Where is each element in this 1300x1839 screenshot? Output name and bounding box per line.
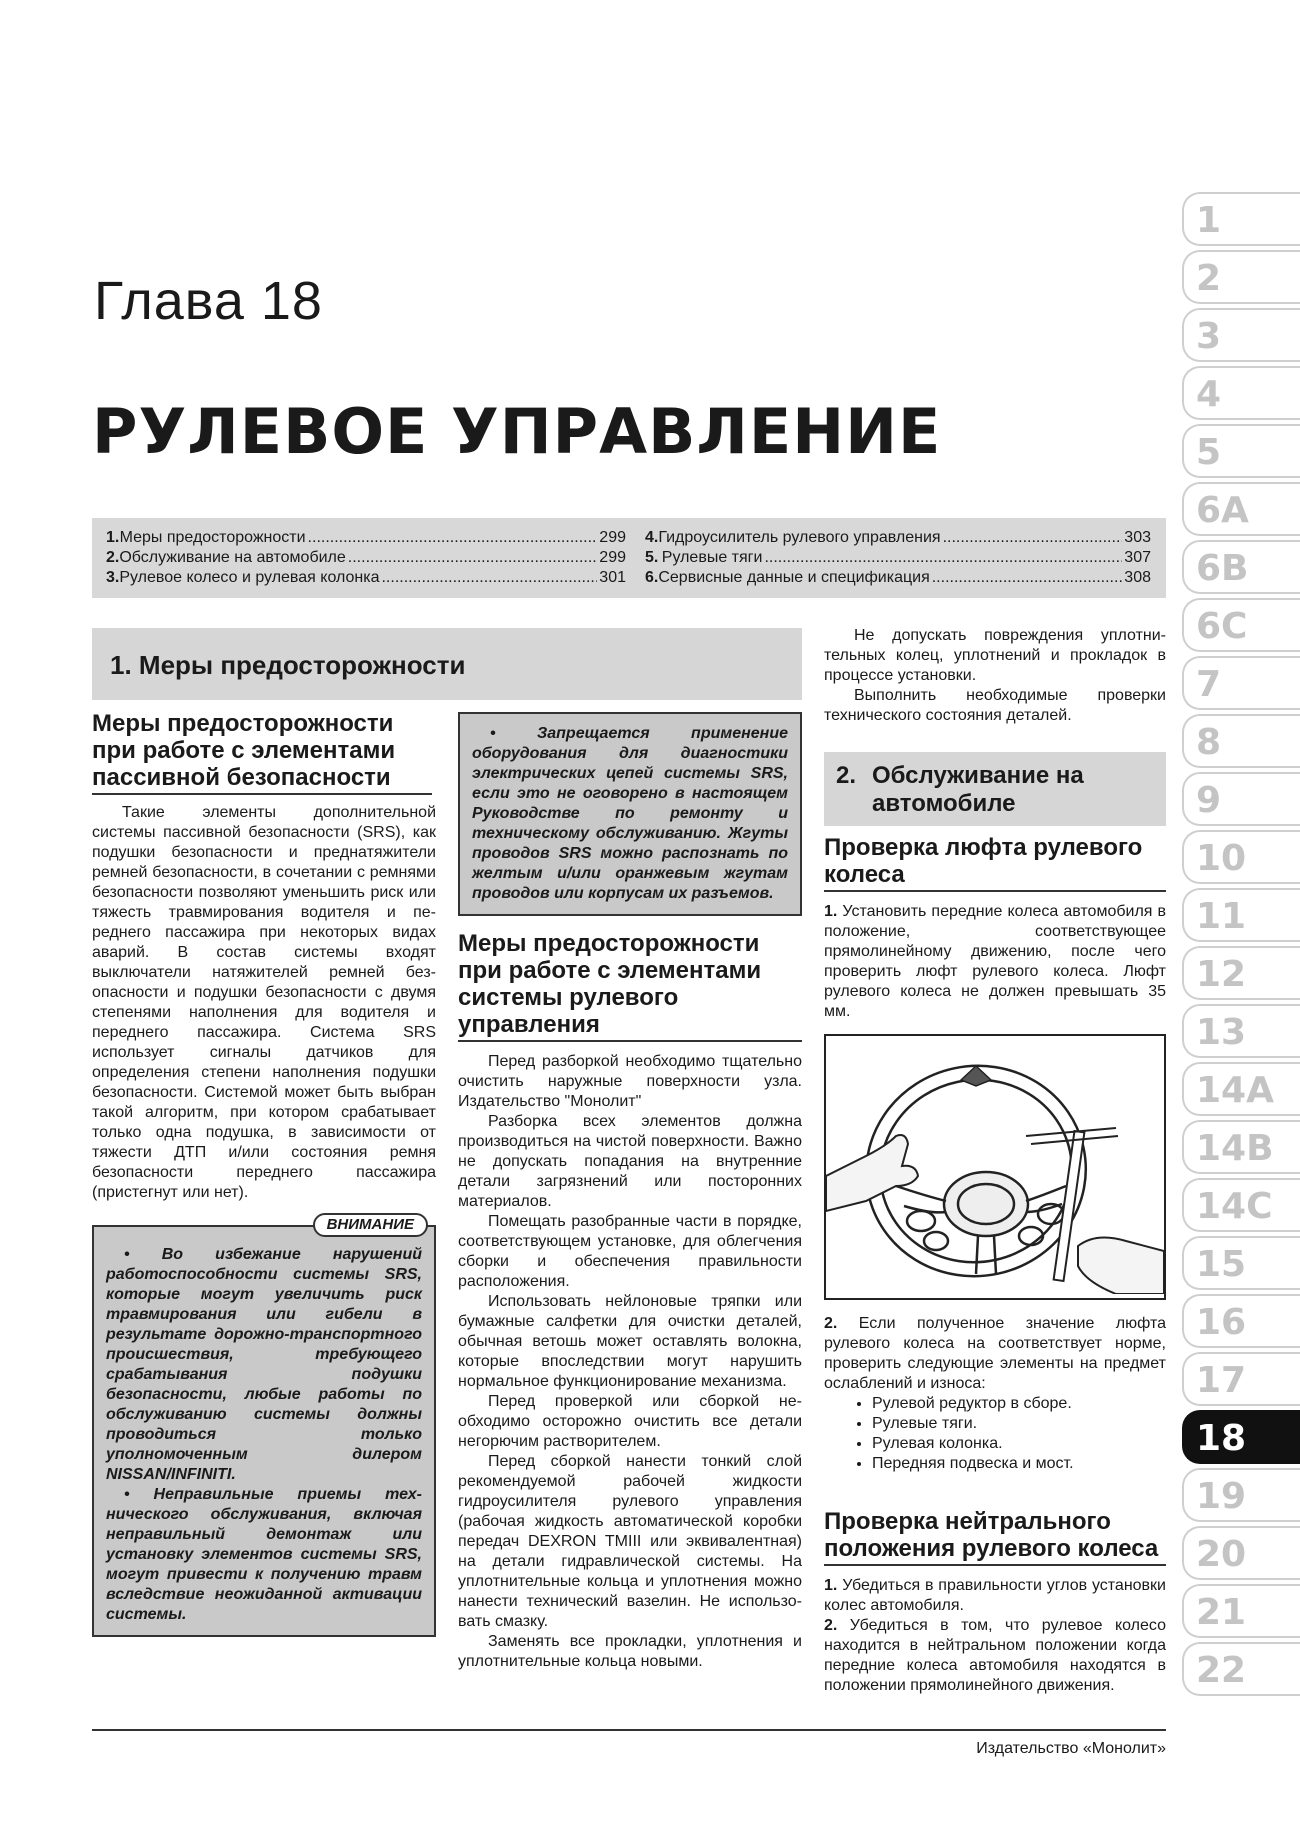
chapter-tab-14b[interactable] (1182, 1120, 1300, 1174)
chapter-tab-label: 6A (1196, 490, 1249, 531)
chapter-tab-label: 16 (1196, 1302, 1247, 1343)
toc-leader (348, 548, 598, 568)
paragraph: Разборка всех элементов должна производиться на чистой поверхности. Важно не допускать попадания на внутренние детали загрязнений или посторонних материалов. (458, 1113, 802, 1210)
toc-num: 3. (106, 569, 120, 586)
toc-page: 307 (1124, 549, 1151, 566)
chapter-tab-label: 22 (1196, 1650, 1247, 1691)
srs-warning-box (458, 712, 802, 916)
step-text: Убедиться в правильности углов установки колес автомобиля. (824, 1577, 1166, 1614)
chapter-tab-label: 12 (1196, 954, 1247, 995)
toc-left-column (106, 528, 626, 588)
subheading-steering-precautions: Меры предосторожности при работе с элементами системы рулевого управления (458, 930, 802, 1042)
chapter-tab-13[interactable] (1182, 1004, 1300, 1058)
toc-leader (764, 548, 1122, 568)
toc-num: 4. (645, 529, 659, 546)
list-item: • Рулевые тяги. (872, 1414, 1166, 1434)
toc-title: Гидроусилитель рулевого управления (658, 529, 941, 546)
chapter-tab-6c[interactable] (1182, 598, 1300, 652)
list-item: • Рулевая колонка. (872, 1434, 1166, 1454)
attention-block (92, 1216, 436, 1637)
chapter-tab-1[interactable] (1182, 192, 1300, 246)
toc-page: 301 (599, 569, 626, 586)
neutral-step-2 (824, 1616, 1166, 1696)
step-text: Установить передние колеса автомобиля в положение, соответствующее прямолинейному движению, после чего проверить люфт рулевого колеса. Люфт рулевого колеса не должен превышать 35 мм. (824, 903, 1166, 1020)
attention-paragraph: • Во избежание нарушений работоспособности системы SRS, которые могут увеличить риск травмирования или гибели в результате дорожно-транспортного происшествия, требующего срабатывания подушки безопасности, любые работы по обслуживанию системы должны проводиться только уполномоченным дилером NISSAN/INFINITI. (106, 1246, 422, 1483)
toc-page: 303 (1124, 529, 1151, 546)
toc-leader (932, 568, 1123, 588)
column-3-top (824, 626, 1166, 726)
section-2-number: 2. (836, 762, 857, 789)
chapter-tab-2[interactable] (1182, 250, 1300, 304)
toc-leader (308, 528, 598, 548)
toc-num: 5. (645, 549, 659, 566)
wheel-play-step-2 (824, 1314, 1166, 1394)
toc-entry[interactable] (645, 528, 1151, 548)
paragraph: Перед разборкой необходимо тщательно очистить наружные поверхности узла. Издательство "Монолит" (458, 1053, 802, 1110)
step-number: 1. (824, 1577, 838, 1594)
wheel-play-step-1 (824, 902, 1166, 1022)
toc-page: 299 (599, 529, 626, 546)
chapter-tab-21[interactable] (1182, 1584, 1300, 1638)
chapter-tab-15[interactable] (1182, 1236, 1300, 1290)
chapter-tab-label: 13 (1196, 1012, 1247, 1053)
toc-num: 1. (106, 529, 120, 546)
step-number: 2. (824, 1617, 838, 1634)
subheading-passive-safety: Меры предосторожности при работе с элементами пассивной безопасности (92, 710, 432, 795)
chapter-label: Глава 18 (94, 271, 323, 331)
chapter-tab-12[interactable] (1182, 946, 1300, 1000)
toc-leader (943, 528, 1123, 548)
chapter-tab-16[interactable] (1182, 1294, 1300, 1348)
chapter-tab-label: 14B (1196, 1128, 1274, 1169)
chapter-tab-6a[interactable] (1182, 482, 1300, 536)
attention-box (92, 1225, 436, 1637)
paragraph: Перед сборкой нанести тонкий слой рекомендуемой рабочей жидкости гидроусилителя рулевого управления (рабочая жидкость автоматической коробки передач DEXRON TMIII или эквивалентная) на детали гидравлической системы. На уплотнительные кольца и уплотнения можно нанести технический вазелин. Не использовать смазку. (458, 1453, 802, 1630)
chapter-tab-label: 6C (1196, 606, 1248, 647)
chapter-tab-label: 5 (1196, 432, 1222, 473)
chapter-tab-label: 4 (1196, 374, 1222, 415)
toc-title: Обслуживание на автомобиле (119, 549, 346, 566)
chapter-tab-label: 14A (1196, 1070, 1274, 1111)
toc-entry[interactable] (106, 528, 626, 548)
paragraph: Помещать разобранные части в порядке, соответствующем установке, для облегчения сборки и обеспечения правильности расположения. (458, 1213, 802, 1290)
chapter-tab-label: 10 (1196, 838, 1247, 879)
inspection-list (824, 1394, 1166, 1474)
chapter-tab-5[interactable] (1182, 424, 1300, 478)
chapter-tab-label: 1 (1196, 200, 1222, 241)
chapter-tab-label: 15 (1196, 1244, 1247, 1285)
toc-num: 6. (645, 569, 659, 586)
chapter-tab-label: 14C (1196, 1186, 1273, 1227)
chapter-tab-6b[interactable] (1182, 540, 1300, 594)
chapter-tab-9[interactable] (1182, 772, 1300, 826)
chapter-tab-3[interactable] (1182, 308, 1300, 362)
toc-num: 2. (106, 549, 120, 566)
toc-right-column (645, 528, 1151, 588)
toc-entry[interactable] (106, 568, 626, 588)
toc-page: 308 (1124, 569, 1151, 586)
chapter-tab-22[interactable] (1182, 1642, 1300, 1696)
step-text: Убедиться в том, что рулевое колесо находится в нейтральном положении когда передние колеса автомобиля находятся в положении прямолинейного движения. (824, 1617, 1166, 1694)
steering-wheel-illustration (826, 1036, 1164, 1294)
neutral-step-1 (824, 1576, 1166, 1616)
chapter-tab-label: 20 (1196, 1534, 1247, 1575)
attention-paragraph: • Неправильные приемы технического обслуживания, включая неправильный демонтаж или установку элементов системы SRS, могут привести к получению травм вследствие неожиданной активации системы. (106, 1486, 422, 1623)
section-2-heading: Обслуживание на автомобиле (872, 762, 1084, 817)
chapter-tab-label: 17 (1196, 1360, 1247, 1401)
steering-wheel-figure (824, 1034, 1166, 1300)
paragraph: Выполнить необходимые проверки технического состояния деталей. (824, 687, 1166, 724)
chapter-tab-10[interactable] (1182, 830, 1300, 884)
chapter-tab-label: 8 (1196, 722, 1222, 763)
footer-divider (92, 1729, 1166, 1731)
chapter-tab-20[interactable] (1182, 1526, 1300, 1580)
chapter-tab-label: 2 (1196, 258, 1222, 299)
passive-safety-body: Такие элементы дополнительной системы пассивной безопасности (SRS), как подушки безопасности и преднатяжители ремней безопасности, в сочетании с ремнями безопасности позволяют уменьшить риск или тяжесть травмирования водителя и переднего пассажира при некоторых видах аварий. В состав системы входят выключатели натяжителей ремней безопасности и подушки безопасности с двумя степенями наполнения для водителя и переднего пассажира. Система SRS использует сигналы датчиков для определения степени наполнения подушки безопасности. Системой может быть выбран такой алгоритм, при котором срабатывает только одна подушка, в зависимости от тяжести ДТП и/или состояния ремня безопасности переднего пассажира (пристегнут или нет). (92, 804, 436, 1201)
chapter-tab-label: 6B (1196, 548, 1249, 589)
step-number: 1. (824, 903, 838, 920)
section-1-heading: 1. Меры предосторожности (110, 650, 466, 680)
chapter-tab-label: 18 (1196, 1418, 1247, 1459)
publisher-footer: Издательство «Монолит» (976, 1740, 1166, 1757)
chapter-tab-8[interactable] (1182, 714, 1300, 768)
list-item: • Рулевой редуктор в сборе. (872, 1394, 1166, 1414)
subheading-wheel-play: Проверка люфта рулевого колеса (824, 834, 1166, 892)
chapter-title: РУЛЕВОЕ УПРАВЛЕНИЕ (92, 395, 942, 468)
section-2-heading-band (824, 752, 1166, 826)
paragraph: Заменять все прокладки, уплотнения и уплотнительные кольца новыми. (458, 1633, 802, 1670)
chapter-tab-18[interactable] (1182, 1410, 1300, 1464)
column-1 (92, 710, 436, 1637)
chapter-tab-label: 19 (1196, 1476, 1247, 1517)
chapter-tab-14a[interactable] (1182, 1062, 1300, 1116)
chapter-tab-17[interactable] (1182, 1352, 1300, 1406)
attention-label: ВНИМАНИЕ (313, 1213, 428, 1237)
chapter-tabs (1182, 192, 1300, 1700)
chapter-tab-4[interactable] (1182, 366, 1300, 420)
chapter-tab-7[interactable] (1182, 656, 1300, 710)
toc-entry[interactable] (645, 568, 1151, 588)
chapter-tab-19[interactable] (1182, 1468, 1300, 1522)
toc-title: Меры предосторожности (119, 529, 306, 546)
column-3 (824, 834, 1166, 1696)
paragraph: Перед проверкой или сборкой необходимо осторожно очистить все детали негорючим растворителем. (458, 1393, 802, 1450)
toc-leader (381, 568, 597, 588)
toc-title: Рулевые тяги (661, 549, 763, 566)
chapter-tab-label: 7 (1196, 664, 1222, 705)
subheading-neutral-position: Проверка нейтрального положения рулевого колеса (824, 1508, 1166, 1566)
toc-entry[interactable] (645, 548, 1151, 568)
steering-precautions-body (458, 1052, 802, 1672)
toc-title: Рулевое колесо и рулевая колонка (119, 569, 380, 586)
toc-title: Сервисные данные и спецификация (658, 569, 930, 586)
srs-warning-text: • Запрещается применение оборудования для диагностики электрических цепей системы SRS, если это не оговорено в настоящем Руководстве по ремонту и техническому обслуживанию. Жгуты проводов SRS можно распознать по желтым и/или оранжевым жгутам проводов или корпусам их разъемов. (472, 725, 788, 902)
chapter-tab-label: 3 (1196, 316, 1222, 357)
table-of-contents (92, 518, 1166, 598)
chapter-tab-label: 11 (1196, 896, 1247, 937)
section-1-heading-band (92, 628, 802, 700)
column-2 (458, 712, 802, 1672)
chapter-tab-11[interactable] (1182, 888, 1300, 942)
list-item: • Передняя подвеска и мост. (872, 1454, 1166, 1474)
step-number: 2. (824, 1315, 838, 1332)
toc-page: 299 (599, 549, 626, 566)
toc-entry[interactable] (106, 548, 626, 568)
chapter-tab-label: 9 (1196, 780, 1222, 821)
chapter-tab-label: 21 (1196, 1592, 1247, 1633)
paragraph: Использовать нейлоновые тряпки или бумажные салфетки для очистки деталей, обычная ветошь может оставлять волокна, которые впоследствии могут нарушить нормальное функционирование механизма. (458, 1293, 802, 1390)
chapter-tab-14c[interactable] (1182, 1178, 1300, 1232)
paragraph: Не допускать повреждения уплотнительных колец, уплотнений и прокладок в процессе установки. (824, 627, 1166, 684)
step-text: Если полученное значение люфта рулевого колеса на соответствует норме, проверить следующие элементы на предмет ослаблений и износа: (824, 1315, 1166, 1392)
